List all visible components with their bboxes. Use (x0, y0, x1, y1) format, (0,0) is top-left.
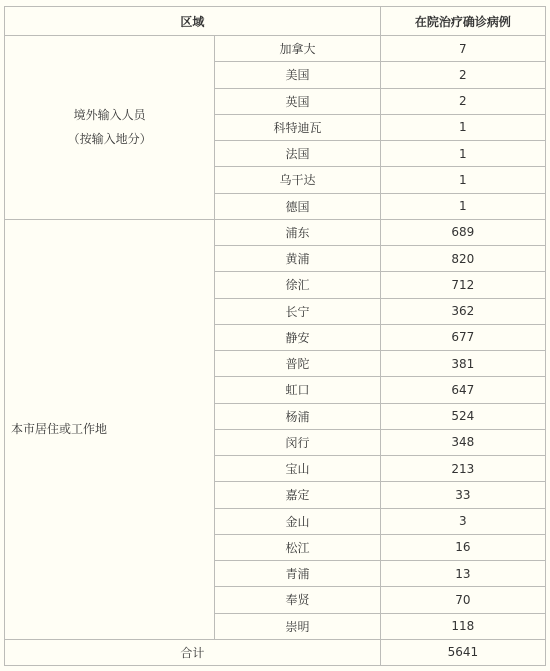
place-cell: 宝山 (215, 456, 380, 482)
count-cell: 13 (380, 561, 545, 587)
count-cell: 1 (380, 167, 545, 193)
place-cell: 英国 (215, 88, 380, 114)
header-cases: 在院治疗确诊病例 (380, 7, 545, 36)
place-cell: 加拿大 (215, 36, 380, 62)
table-body (5, 36, 546, 666)
place-cell: 崇明 (215, 613, 380, 639)
place-cell: 乌干达 (215, 167, 380, 193)
place-cell: 浦东 (215, 219, 380, 245)
group-label-line: （按输入地分） (67, 132, 152, 147)
count-cell: 1 (380, 193, 545, 219)
count-cell: 524 (380, 403, 545, 429)
count-cell: 689 (380, 219, 545, 245)
count-cell: 70 (380, 587, 545, 613)
total-count: 5641 (380, 639, 545, 665)
group-label-line: 本市居住或工作地 (11, 422, 108, 437)
count-cell: 647 (380, 377, 545, 403)
place-cell: 长宁 (215, 298, 380, 324)
place-cell: 科特迪瓦 (215, 114, 380, 140)
place-cell: 嘉定 (215, 482, 380, 508)
place-cell: 奉贤 (215, 587, 380, 613)
count-cell: 1 (380, 141, 545, 167)
count-cell: 2 (380, 88, 545, 114)
place-cell: 德国 (215, 193, 380, 219)
place-cell: 金山 (215, 508, 380, 534)
group-label-overseas (5, 36, 215, 220)
table-row (5, 36, 546, 62)
total-label: 合计 (5, 639, 381, 665)
count-cell: 677 (380, 324, 545, 350)
header-region: 区域 (5, 7, 381, 36)
count-cell: 362 (380, 298, 545, 324)
count-cell: 381 (380, 351, 545, 377)
count-cell: 213 (380, 456, 545, 482)
place-cell: 徐汇 (215, 272, 380, 298)
place-cell: 美国 (215, 62, 380, 88)
table-header-row (5, 7, 546, 36)
place-cell: 法国 (215, 141, 380, 167)
place-cell: 青浦 (215, 561, 380, 587)
total-row (5, 639, 546, 665)
place-cell: 普陀 (215, 351, 380, 377)
count-cell: 33 (380, 482, 545, 508)
table-row (5, 219, 546, 245)
count-cell: 1 (380, 114, 545, 140)
count-cell: 712 (380, 272, 545, 298)
count-cell: 16 (380, 534, 545, 560)
count-cell: 7 (380, 36, 545, 62)
place-cell: 杨浦 (215, 403, 380, 429)
count-cell: 348 (380, 429, 545, 455)
count-cell: 2 (380, 62, 545, 88)
group-label-local (5, 219, 215, 639)
place-cell: 闵行 (215, 429, 380, 455)
group-label-line: 境外输入人员 (73, 108, 146, 123)
cases-table (4, 6, 546, 666)
place-cell: 松江 (215, 534, 380, 560)
count-cell: 118 (380, 613, 545, 639)
count-cell: 820 (380, 246, 545, 272)
place-cell: 静安 (215, 324, 380, 350)
count-cell: 3 (380, 508, 545, 534)
place-cell: 黄浦 (215, 246, 380, 272)
place-cell: 虹口 (215, 377, 380, 403)
